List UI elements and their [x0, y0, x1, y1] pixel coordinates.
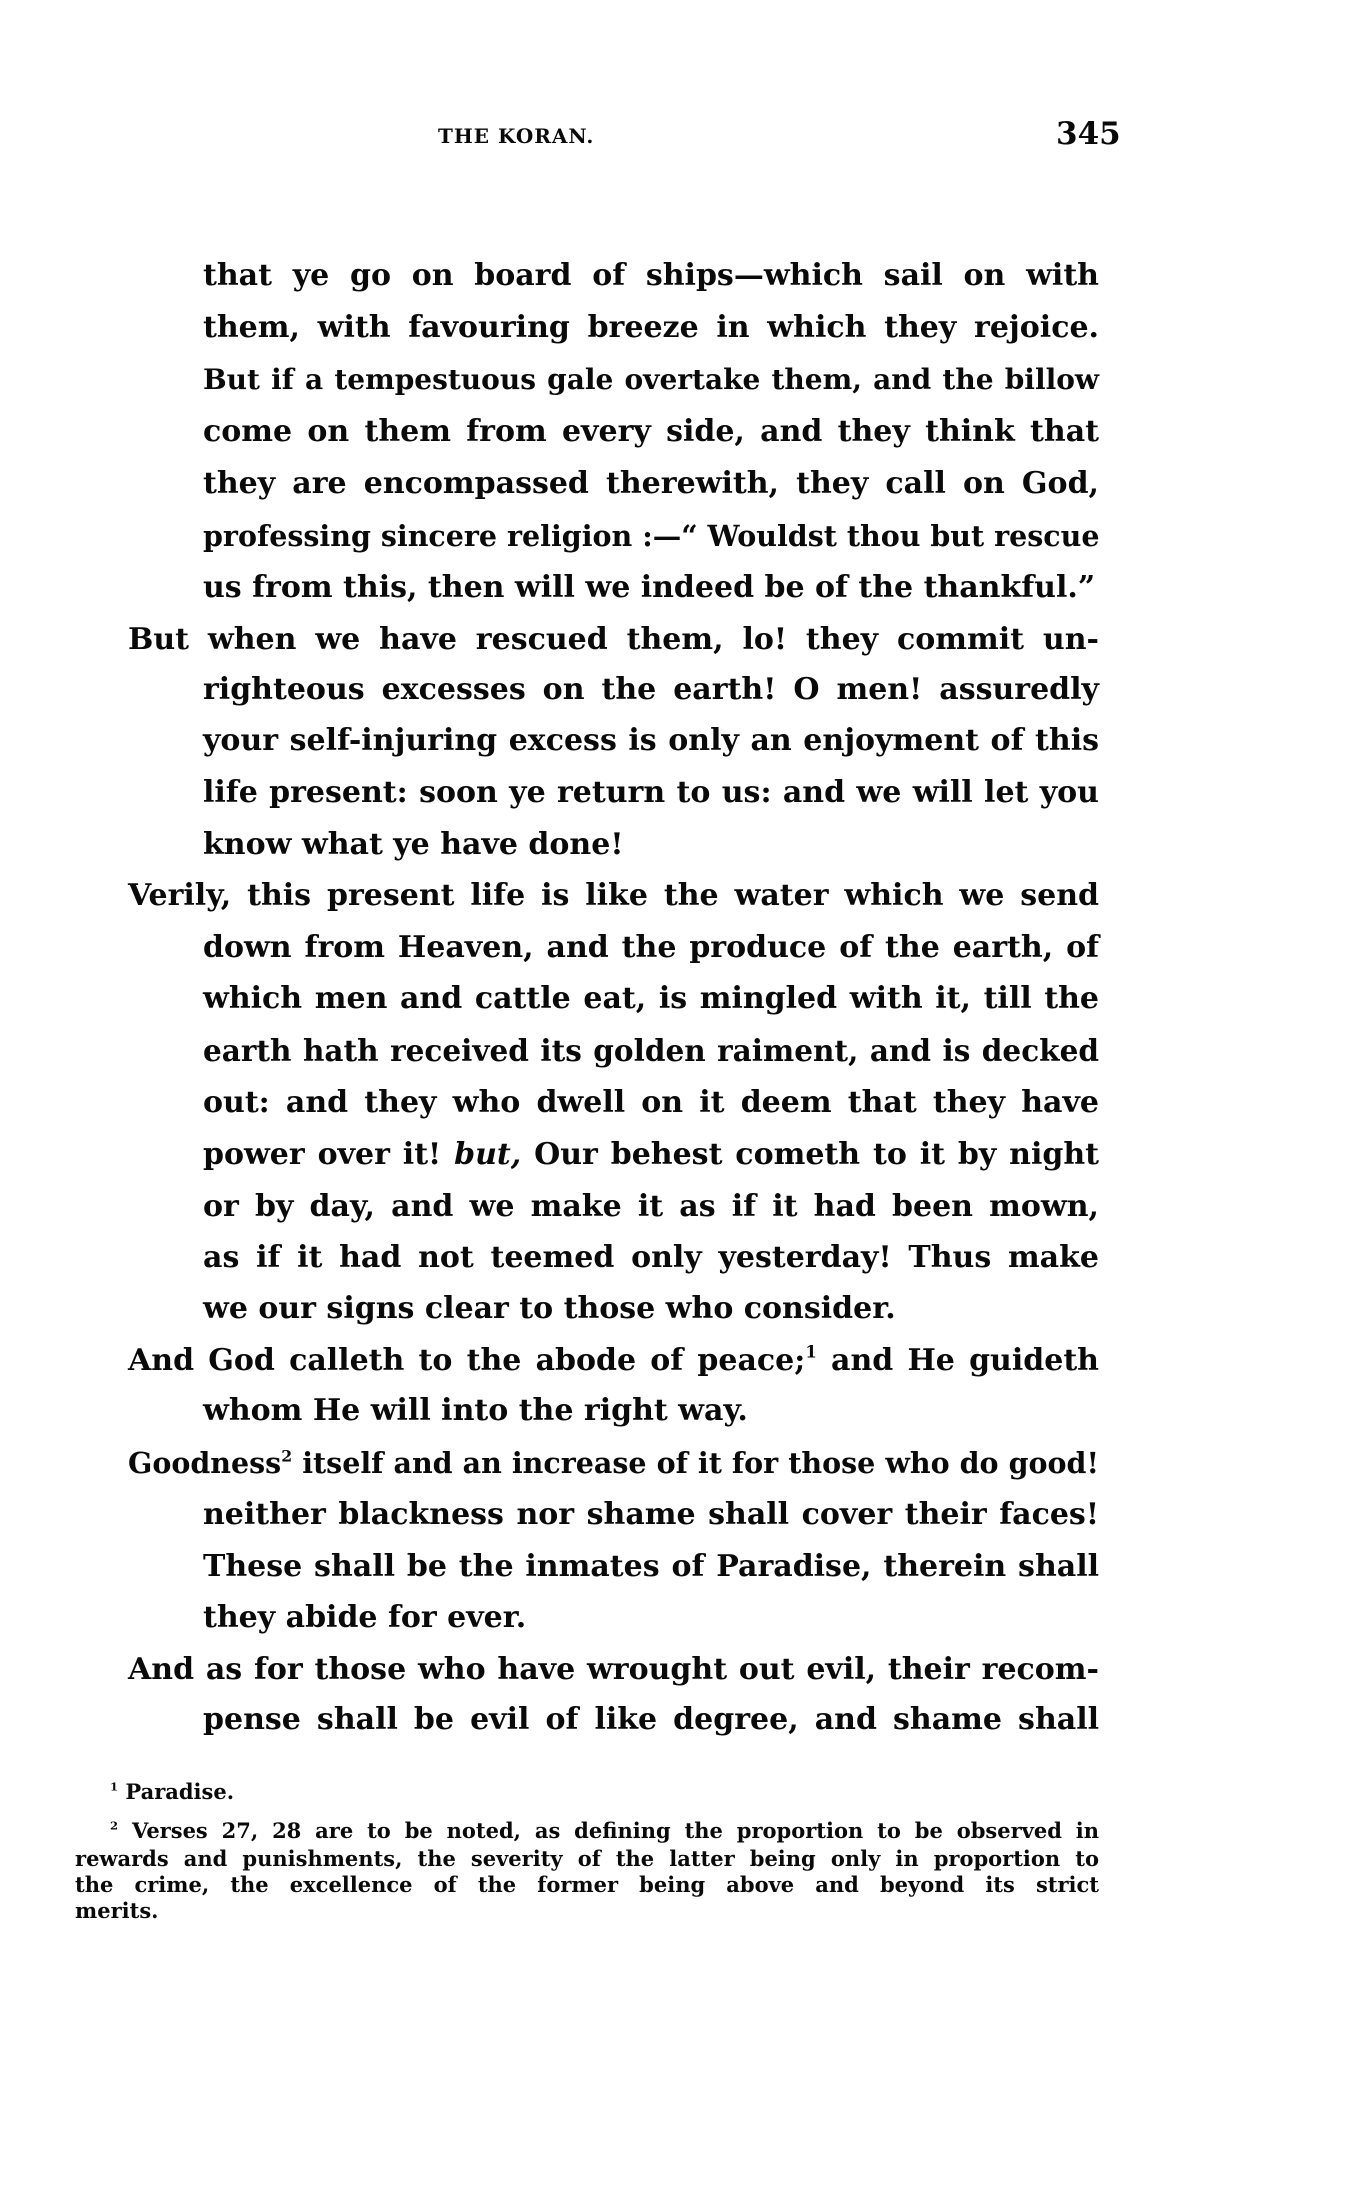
text-line: whom He will into the right way.	[203, 1393, 748, 1428]
text-line: as if it had not teemed only yesterday! Thus make	[203, 1240, 1099, 1275]
footnote-text: Paradise.	[125, 1779, 235, 1804]
text-segment: and He guideth	[831, 1343, 1099, 1378]
text-line: These shall be the inmates of Paradise, therein shall	[203, 1549, 1099, 1584]
text-line: come on them from every side, and they think that	[203, 414, 1099, 449]
text-line: which men and cattle eat, is mingled with it, till the	[203, 981, 1099, 1016]
footnote-2	[110, 1817, 1099, 1845]
text-segment: Goodness	[128, 1446, 282, 1480]
text-line: But if a tempestuous gale overtake them, and the billow	[203, 363, 1099, 396]
footnote-line: the crime, the excellence of the former being above and beyond its strict	[75, 1872, 1099, 1897]
verse-start-line	[128, 1441, 1099, 1485]
text-line: righteous excesses on the earth! O men! assuredly	[203, 672, 1099, 707]
text-line: life present: soon ye return to us: and we will let you	[203, 775, 1099, 810]
footnote-1	[110, 1778, 1099, 1806]
running-title: THE KORAN.	[438, 124, 595, 148]
text-line: earth hath received its golden raiment, and is decked	[203, 1033, 1099, 1068]
verse-start-line: And as for those who have wrought out evil, their recom-	[128, 1652, 1099, 1687]
text-line: professing sincere religion :—“ Wouldst thou but rescue	[203, 519, 1100, 553]
text-line: know what ye have done!	[203, 827, 624, 862]
text-line: them, with favouring breeze in which they rejoice.	[203, 310, 1099, 345]
footnote-text: Verses 27, 28 are to be noted, as defining the proportion to be observed in	[131, 1818, 1100, 1843]
text-line: they are encompassed therewith, they call on God,	[203, 466, 1099, 501]
text-segment: power over it!	[203, 1137, 442, 1172]
footnote-line: merits.	[75, 1898, 159, 1923]
text-line: down from Heaven, and the produce of the earth, of	[203, 930, 1099, 965]
footnote-marker: 1	[110, 1779, 119, 1794]
text-segment: Our behest cometh to it by night	[534, 1137, 1099, 1172]
text-line: they abide for ever.	[203, 1600, 527, 1635]
verse-start-line: But when we have rescued them, lo! they commit un-	[128, 622, 1099, 657]
italic-word: but,	[454, 1137, 522, 1172]
footnote-ref[interactable]: 2	[281, 1446, 293, 1466]
text-segment: itself and an increase of it for those who do good!	[302, 1446, 1099, 1480]
footnote-line: rewards and punishments, the severity of the latter being only in proportion to	[75, 1846, 1099, 1871]
text-line: out: and they who dwell on it deem that they have	[203, 1085, 1099, 1120]
text-line: us from this, then will we indeed be of the thankful.”	[203, 570, 1096, 605]
text-line: neither blackness nor shame shall cover their faces!	[203, 1497, 1099, 1532]
text-line: your self-injuring excess is only an enjoyment of this	[203, 723, 1099, 758]
verse-start-line: Verily, this present life is like the water which we send	[128, 878, 1099, 913]
text-line: or by day, and we make it as if it had been mown,	[203, 1189, 1099, 1224]
footnote-marker: 2	[110, 1818, 119, 1833]
verse-start-line	[128, 1339, 1099, 1383]
footnote-ref[interactable]: 1	[805, 1342, 817, 1362]
text-segment: And God calleth to the abode of peace;	[128, 1343, 806, 1378]
text-line: that ye go on board of ships—which sail on with	[203, 258, 1099, 293]
page-number: 345	[1056, 116, 1121, 152]
text-line: we our signs clear to those who consider.	[203, 1291, 896, 1326]
text-line	[203, 1133, 1099, 1177]
text-line: pense shall be evil of like degree, and shame shall	[203, 1702, 1099, 1737]
